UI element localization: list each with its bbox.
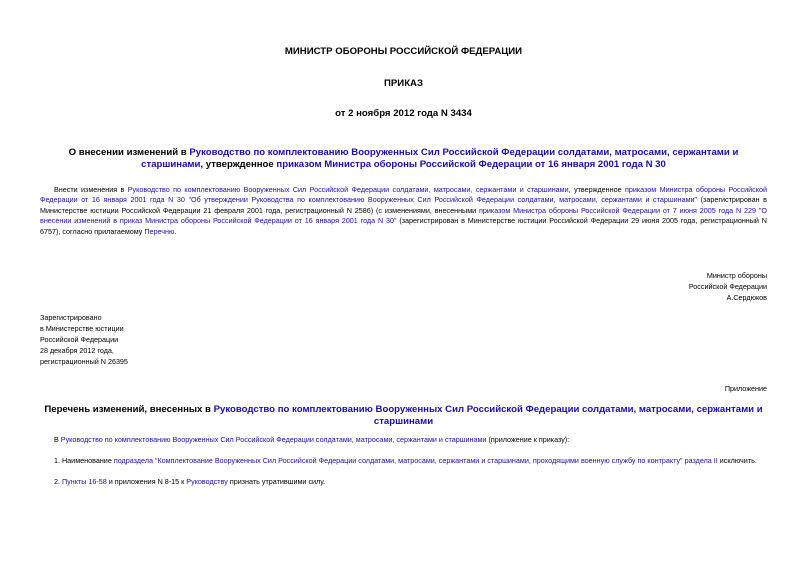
list-text: (приложение к приказу):: [486, 435, 570, 444]
body-text: (зарегистрирован в Министерстве юстиции Российской Федерации 29 июня 2005 года, регистрационный N 6757), согласно прилагаемому: [40, 216, 767, 236]
guide-link[interactable]: Руководство по комплектованию Вооруженных Сил Российской Федерации солдатами, матросами, сержантами и старшинами: [141, 147, 739, 170]
order-title: [40, 147, 767, 171]
appendix-title: [40, 404, 767, 428]
registration-line: Зарегистрировано: [40, 313, 102, 322]
list-text: 2.: [54, 477, 62, 486]
list-text: признать утратившими силу.: [227, 477, 326, 486]
registration-line: Российской Федерации: [40, 335, 119, 344]
guide-link[interactable]: Руководство по комплектованию Вооруженных Сил Российской Федерации солдатами, матросами, сержантами и старшинами: [213, 404, 763, 427]
list-intro: [54, 435, 774, 445]
list-text: В: [54, 435, 61, 444]
registration-line: 28 декабря 2012 года,: [40, 346, 114, 355]
list-item-2: [54, 477, 774, 487]
body-text: .: [174, 226, 177, 236]
date-number-heading: от 2 ноября 2012 года N 3434: [335, 108, 472, 119]
list-text: исключить.: [717, 456, 757, 465]
list-text: 1. Наименование: [54, 456, 114, 465]
appendix-label: Приложение: [724, 384, 767, 393]
doc-type-heading: ПРИКАЗ: [384, 78, 423, 89]
subsection-link[interactable]: подраздела "Комплектование Вооруженных Сил Российской Федерации солдатами, матросами, сержантами и старшинами, проходящими военную службу по контракту" раздела II: [113, 456, 718, 465]
signature-block: [567, 270, 767, 303]
guide-link[interactable]: Руководство по комплектованию Вооруженных Сил Российской Федерации солдатами, матросами, сержантами и старшинами: [60, 435, 487, 444]
title-text: , утвержденное: [200, 159, 277, 170]
registration-block: [40, 312, 280, 367]
title-text: О внесении изменений в: [68, 147, 190, 158]
appendix-title-text: Перечень изменений, внесенных в: [44, 404, 214, 415]
body-text: , утвержденное: [568, 185, 625, 194]
list-text: и приложения N 8-15 к: [106, 477, 187, 486]
body-text: (зарегистрирован в Министерстве юстиции Российской Федерации 21 февраля 2001 года, регистрационный N 2586) (с изменениями, внесенными: [40, 195, 767, 215]
registration-line: регистрационный N 26395: [40, 357, 128, 366]
body-text: Внести изменения в: [54, 185, 128, 194]
org-heading: МИНИСТР ОБОРОНЫ РОССИЙСКОЙ ФЕДЕРАЦИИ: [284, 46, 523, 57]
order-30-link[interactable]: приказом Министра обороны Российской Федерации от 16 января 2001 года N 30 "Об утверждении Руководства по комплектованию Вооруженных Сил Российской Федерации солдатами, матросами, сержантами и старшинами": [40, 185, 768, 205]
guide-link[interactable]: Руководство по комплектованию Вооруженных Сил Российской Федерации солдатами, матросами, сержантами и старшинами: [127, 185, 569, 194]
signature-line: Министр обороны: [706, 271, 767, 280]
list-item-1: [54, 456, 774, 466]
signature-line: Российской Федерации: [688, 282, 767, 291]
order-229-link[interactable]: приказом Министра обороны Российской Федерации от 7 июня 2005 года N 229 "О внесении изменений в приказ Министра обороны Российской Федерации от 16 января 2001 года N 30": [40, 205, 767, 226]
points-link[interactable]: Пункты 16-58: [62, 477, 107, 486]
list-link[interactable]: Перечню: [144, 226, 175, 236]
guide-short-link[interactable]: Руководству: [186, 477, 228, 486]
body-paragraph: [40, 185, 767, 237]
registration-line: в Министерстве юстиции: [40, 324, 124, 333]
order-30-link[interactable]: приказом Министра обороны Российской Федерации от 16 января 2001 года N 30: [276, 159, 666, 170]
signature-line: А.Сердюков: [726, 293, 767, 302]
